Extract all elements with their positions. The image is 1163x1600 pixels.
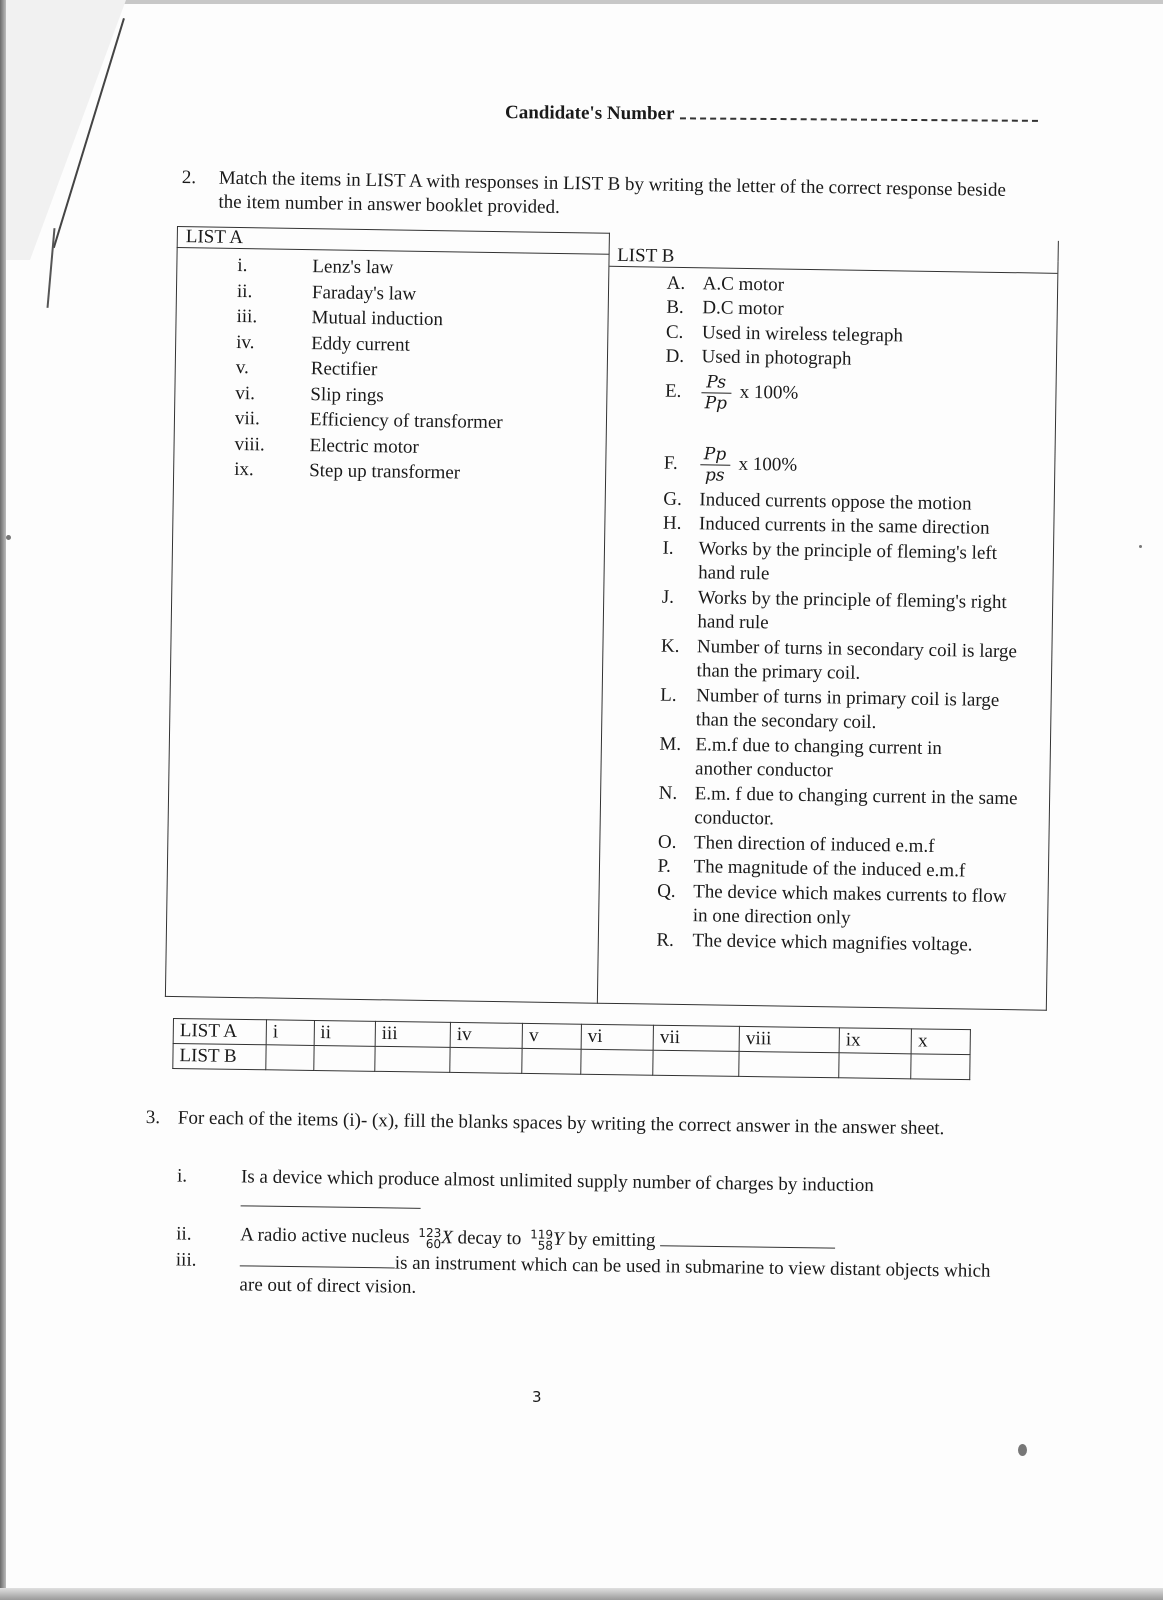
- question-2: [181, 166, 1032, 227]
- question-instruction: For each of the items (i)- (x), fill the blanks spaces by writing the correct answer in the answer sheet.: [177, 1107, 945, 1140]
- list-b-item: C. Used in wireless telegraph: [665, 321, 904, 346]
- list-b-item: G. Induced currents oppose the motion: [663, 488, 972, 515]
- question-instruction: Match the items in LIST A with responses in LIST B by writing the letter of the correct response beside the item number in answer booklet provided.: [218, 167, 1007, 218]
- parent-nucleus-symbol: X: [441, 1227, 453, 1249]
- column-header: viii: [739, 1026, 839, 1052]
- question-number: 2.: [181, 166, 197, 189]
- list-b-item: M. E.m.f due to changing current in another conductor: [659, 733, 943, 782]
- answer-cell[interactable]: [450, 1047, 523, 1073]
- answer-blank[interactable]: [660, 1229, 835, 1248]
- list-b-item-formula: F. $\frac{Pp}{ps}$ x 100%: [663, 444, 798, 486]
- list-b-item-formula: E. $\frac{Ps}{Pp}$ x 100%: [664, 372, 799, 414]
- candidate-number-field[interactable]: [505, 102, 1039, 128]
- item-text: is an instrument which can be used in submarine to view distant objects which are out of direct vision.: [239, 1252, 991, 1298]
- list-b-header: LIST B: [609, 245, 1058, 273]
- column-header: iv: [450, 1022, 523, 1048]
- list-a-item: iii. Mutual induction: [236, 305, 444, 331]
- question-3: [145, 1106, 1016, 1298]
- answer-cell[interactable]: [739, 1051, 839, 1077]
- column-header: vi: [581, 1024, 654, 1050]
- list-a-item: v. Rectifier: [235, 356, 378, 381]
- candidate-number-blank[interactable]: [680, 116, 1038, 121]
- list-a-item: ii. Faraday's law: [236, 280, 417, 305]
- column-header: x: [911, 1029, 970, 1055]
- item-number: ii.: [176, 1223, 192, 1245]
- row-label: LIST B: [173, 1044, 266, 1070]
- list-b-items: [598, 266, 1057, 958]
- candidate-number-label: Candidate's Number: [504, 102, 675, 125]
- list-a-header: LIST A: [185, 226, 244, 249]
- page-fold-line: [47, 228, 56, 308]
- efficiency-fraction: $\frac{Ps}{Pp}$: [701, 372, 732, 413]
- list-a-item: viii. Electric motor: [234, 433, 419, 458]
- item-number: i.: [176, 1165, 188, 1187]
- answer-cell[interactable]: [581, 1049, 654, 1075]
- column-header: ii: [314, 1020, 376, 1046]
- list-a-item: i. Lenz's law: [237, 254, 394, 279]
- list-b-item: I. Works by the principle of fleming's left hand rule: [662, 537, 998, 585]
- scan-speck: [1018, 1444, 1027, 1456]
- list-b-item: B. D.C motor: [666, 296, 784, 320]
- matching-table: [165, 226, 1059, 1011]
- page-number: 3: [532, 1388, 542, 1406]
- daughter-nucleus-symbol: Y: [552, 1228, 564, 1250]
- answer-cell[interactable]: [266, 1045, 314, 1071]
- list-a-column: [165, 248, 608, 1004]
- list-b-item: R. The device which magnifies voltage.: [656, 929, 973, 956]
- column-header: iii: [375, 1021, 450, 1047]
- list-a-item: iv. Eddy current: [236, 331, 410, 356]
- scan-speck: [1139, 545, 1142, 548]
- answer-cell[interactable]: [522, 1048, 581, 1074]
- daughter-nucleus-numbers: 119 58: [530, 1227, 554, 1253]
- scan-edge-bottom: [0, 1588, 1163, 1600]
- list-b-item: A. A.C motor: [666, 272, 785, 296]
- list-b-item: K. Number of turns in secondary coil is large than the primary coil.: [660, 635, 1018, 684]
- list-a-item: vii. Efficiency of transformer: [234, 407, 503, 434]
- list-b-item: O. Then direction of induced e.m.f: [657, 831, 935, 857]
- answer-cell[interactable]: [375, 1046, 450, 1072]
- fill-item-ii: ii. A radio active nucleus 123 60 X decay to 119 58 Y by emitting: [176, 1222, 1006, 1258]
- column-header: i: [266, 1020, 314, 1046]
- answer-cell[interactable]: [839, 1053, 912, 1079]
- fill-item-i: [177, 1164, 1007, 1217]
- answer-blank[interactable]: [241, 1189, 421, 1209]
- list-a-item: ix. Step up transformer: [234, 458, 461, 484]
- item-number: iii.: [175, 1249, 197, 1271]
- answer-cell[interactable]: [313, 1045, 375, 1071]
- question-number: 3.: [145, 1106, 161, 1129]
- page-fold-shadow: [6, 0, 126, 260]
- scan-speck: [6, 535, 11, 540]
- fill-item-iii: [175, 1248, 1006, 1308]
- answer-cell[interactable]: [911, 1054, 970, 1080]
- scan-edge-left: [0, 0, 6, 1600]
- list-b-item: L. Number of turns in primary coil is large than the secondary coil.: [660, 684, 1000, 734]
- list-a-items: [166, 248, 608, 1003]
- list-b-item: J. Works by the principle of fleming's right hand rule: [661, 586, 1007, 634]
- column-header: ix: [839, 1028, 912, 1054]
- answer-cell[interactable]: [653, 1050, 739, 1076]
- column-header: vii: [653, 1025, 739, 1051]
- column-header: v: [522, 1023, 581, 1049]
- list-b-column: [597, 233, 1058, 1010]
- answer-blank[interactable]: [240, 1249, 395, 1268]
- scan-edge-top: [0, 0, 1163, 4]
- inverse-efficiency-fraction: $\frac{Pp}{ps}$: [700, 444, 731, 485]
- parent-nucleus-numbers: 123 60: [418, 1225, 442, 1251]
- list-b-item: N. E.m. f due to changing current in the same conductor.: [658, 782, 1018, 830]
- item-text: Is a device which produce almost unlimited supply number of charges by induction: [240, 1166, 874, 1197]
- list-b-item: H. Induced currents in the same direction: [662, 512, 990, 539]
- list-a-item: vi. Slip rings: [235, 382, 384, 406]
- list-b-item: D. Used in photograph: [665, 345, 852, 370]
- answer-grid: [172, 1018, 971, 1080]
- list-b-item: Q. The device which makes currents to flow in one direction only: [657, 880, 1007, 929]
- row-label: LIST A: [173, 1019, 266, 1045]
- list-b-item: P. The magnitude of the induced e.m.f: [657, 855, 966, 882]
